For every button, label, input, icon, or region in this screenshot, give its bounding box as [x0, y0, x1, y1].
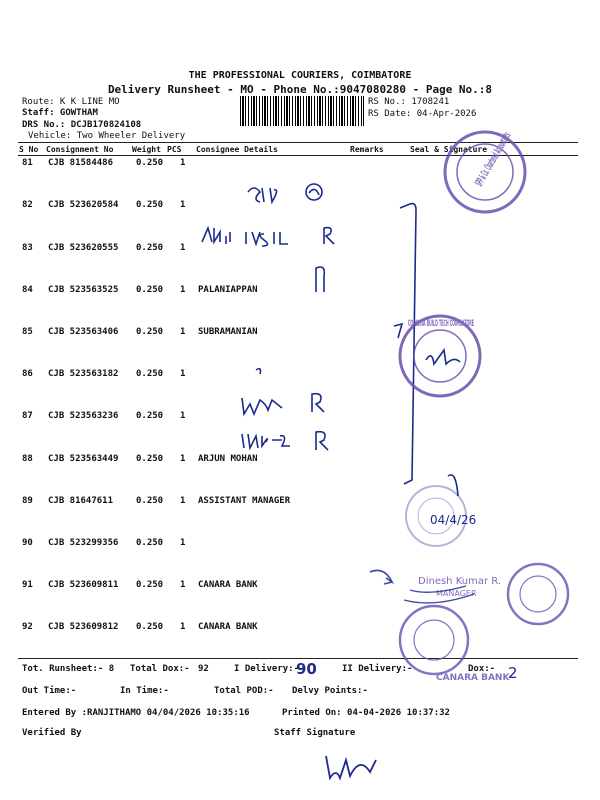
codissia-stamp-text: CODISSIA BUILD TECH COIMBATORE [408, 319, 474, 329]
vehicle: Vehicle: Two Wheeler Delivery [28, 131, 186, 141]
row-pcs: 1 [180, 454, 186, 464]
i-delivery-label: I Delivery:- [234, 664, 300, 674]
staff-signature [326, 756, 376, 778]
row84-mark [316, 267, 324, 292]
row-sno: 89 [22, 496, 33, 506]
row-consignment: CJB 523563182 [48, 369, 119, 379]
row-consignee: SUBRAMANIAN [198, 327, 258, 337]
row-weight: 0.250 [136, 200, 164, 210]
col-sno: S No [19, 145, 39, 154]
row-weight: 0.250 [136, 158, 164, 168]
rs-number: RS No.: 1708241 [368, 97, 450, 107]
runsheet-subtitle: Delivery Runsheet - MO - Phone No.:9047080280 - Page No.:8 [107, 83, 493, 96]
row-consignment: CJB 81584486 [48, 158, 114, 168]
row-sno: 81 [22, 158, 33, 168]
row83-signature [202, 228, 334, 246]
row-sno: 83 [22, 243, 33, 253]
row-pcs: 1 [180, 580, 186, 590]
row-weight: 0.250 [136, 580, 164, 590]
row-pcs: 1 [180, 622, 186, 632]
total-dox-label: Total Dox:- [130, 664, 190, 674]
verified-by: Verified By [22, 728, 82, 738]
col-consignee: Consignee Details [196, 145, 278, 154]
col-seal: Seal & Signature [410, 145, 488, 154]
route: Route: K K LINE MO [22, 97, 120, 107]
company-title: THE PROFESSIONAL COURIERS, COIMBATORE [188, 70, 412, 81]
canara-stamp-bottom [400, 606, 510, 683]
row-consignee: PALANIAPPAN [198, 285, 258, 295]
i-delivery-value: 90 [296, 660, 317, 678]
total-pod: Total POD:- [214, 686, 274, 696]
row-consignee: ASSISTANT MANAGER [198, 496, 291, 506]
spp-stamp [445, 1, 588, 212]
in-time: In Time:- [120, 686, 169, 696]
row-consignment: CJB 523299356 [48, 538, 119, 548]
col-pcs: PCS [167, 145, 182, 154]
ii-delivery-label: II Delivery:- [342, 664, 413, 674]
col-weight: Weight [132, 145, 161, 154]
row-weight: 0.250 [136, 369, 164, 379]
row-pcs: 1 [180, 496, 186, 506]
row-weight: 0.250 [136, 538, 164, 548]
officer-stamp-name: Dinesh Kumar R. [418, 576, 502, 587]
canara-stamp-text: CANARA BANK [436, 673, 510, 683]
row-consignment: CJB 523620584 [48, 200, 119, 210]
row-sno: 88 [22, 454, 33, 464]
row-sno: 92 [22, 622, 33, 632]
row-consignment: CJB 523609811 [48, 580, 119, 590]
row-consignment: CJB 523563525 [48, 285, 119, 295]
row-sno: 90 [22, 538, 33, 548]
row-consignee: CANARA BANK [198, 580, 258, 590]
row89-date: 04/4/26 [430, 513, 477, 527]
row-sno: 86 [22, 369, 33, 379]
row-weight: 0.250 [136, 622, 164, 632]
row-weight: 0.250 [136, 496, 164, 506]
row-consignment: CJB 523563236 [48, 411, 119, 421]
row-pcs: 1 [180, 538, 186, 548]
spp-stamp-text: SPP & Co. Chartered Accountants [472, 1, 588, 189]
row-pcs: 1 [180, 243, 186, 253]
row-weight: 0.250 [136, 411, 164, 421]
canara-stamp-right [508, 564, 568, 624]
out-time: Out Time:- [22, 686, 77, 696]
entered-by: Entered By :RANJITHAMO 04/04/2026 10:35:16 [22, 708, 250, 718]
row-consignment: CJB 81647611 [48, 496, 114, 506]
row88-signature [242, 432, 328, 450]
row-consignment: CJB 523609812 [48, 622, 119, 632]
row-sno: 82 [22, 200, 33, 210]
row-consignment: CJB 523563449 [48, 454, 119, 464]
col-remarks: Remarks [350, 145, 384, 154]
row-sno: 85 [22, 327, 33, 337]
row-pcs: 1 [180, 158, 186, 168]
row-consignment: CJB 523620555 [48, 243, 119, 253]
row-weight: 0.250 [136, 454, 164, 464]
delvy-points: Delvy Points:- [292, 686, 368, 696]
row-pcs: 1 [180, 327, 186, 337]
tot-runsheet: Tot. Runsheet:- 8 [22, 664, 115, 674]
row85-mark [394, 324, 402, 338]
row-weight: 0.250 [136, 243, 164, 253]
drs-number: DRS No.: DCJB170824108 [22, 120, 142, 130]
staff-signature-label: Staff Signature [274, 728, 356, 738]
row-consignee: ARJUN MOHAN [198, 454, 258, 464]
dox-value: 2 [508, 664, 518, 682]
row-weight: 0.250 [136, 285, 164, 295]
row-pcs: 1 [180, 369, 186, 379]
row-pcs: 1 [180, 411, 186, 421]
officer-stamp-title: MANAGER [436, 589, 477, 598]
printed-on: Printed On: 04-04-2026 10:37:32 [282, 708, 450, 718]
rs-date: RS Date: 04-Apr-2026 [368, 109, 477, 119]
total-dox-value: 92 [198, 664, 209, 674]
row87-signature [242, 369, 324, 414]
row-pcs: 1 [180, 200, 186, 210]
row82-signature [248, 184, 322, 202]
row-sno: 87 [22, 411, 33, 421]
staff: Staff: GOWTHAM [22, 108, 98, 118]
row-weight: 0.250 [136, 327, 164, 337]
col-consignment: Consignment No [46, 145, 114, 154]
row-consignment: CJB 523563406 [48, 327, 119, 337]
dox-label: Dox:- [468, 664, 496, 674]
row85-signature [426, 350, 460, 364]
row-sno: 84 [22, 285, 33, 295]
row-consignee: CANARA BANK [198, 622, 258, 632]
row-sno: 91 [22, 580, 33, 590]
row-pcs: 1 [180, 285, 186, 295]
officer-stamp [370, 570, 501, 603]
